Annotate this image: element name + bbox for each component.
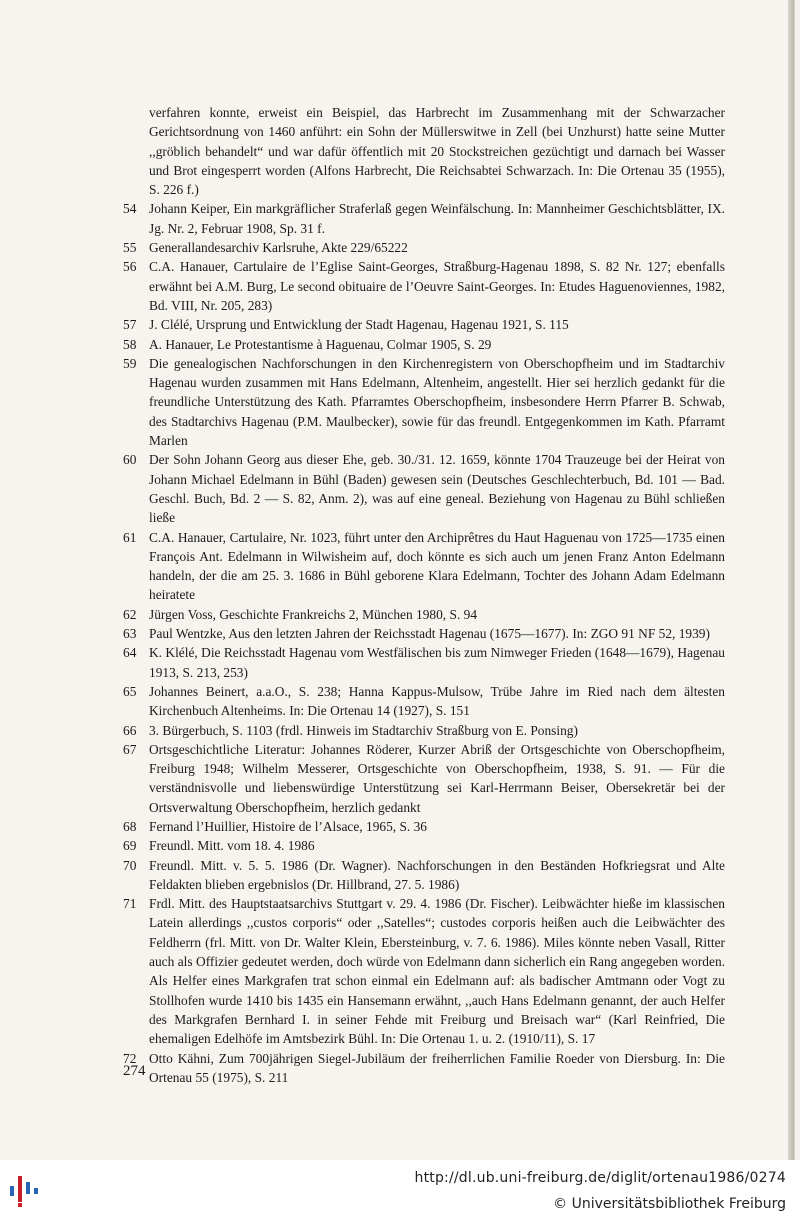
footnote-number: 61	[123, 529, 137, 545]
footnote-number: 68	[123, 818, 137, 834]
footnote-number: 58	[123, 336, 137, 352]
footnote-number: 62	[123, 606, 137, 622]
footnote-number: 72	[123, 1050, 137, 1066]
footnote-text: J. Clélé, Ursprung und Entwicklung der Stadt Hagenau, Hagenau 1921, S. 115	[149, 317, 569, 333]
footnote-number: 55	[123, 240, 137, 256]
page-edge	[788, 0, 794, 1160]
footnote-item	[123, 682, 725, 721]
footnote-item	[123, 643, 725, 682]
footnote-text: Johannes Beinert, a.a.O., S. 238; Hanna Kappus-Mulsow, Trübe Jahre im Ried nach dem ältesten Kirchenbuch Altenheims. In: Die Ortenau 14 (1927), S. 151	[149, 683, 725, 719]
footnote-text: Jürgen Voss, Geschichte Frankreichs 2, München 1980, S. 94	[149, 606, 478, 622]
footnote-item	[123, 605, 725, 624]
footer	[0, 1160, 800, 1220]
footnote-text: Freundl. Mitt. vom 18. 4. 1986	[149, 838, 315, 854]
footnote-item	[123, 1049, 725, 1088]
footnote-number: 66	[123, 722, 137, 738]
footnote-number: 65	[123, 683, 137, 699]
footnote-number: 64	[123, 645, 137, 661]
footnote-text: Freundl. Mitt. v. 5. 5. 1986 (Dr. Wagner). Nachforschungen in den Beständen Hofkriegsrat und Alte Feldakten blieben ergebnislos (Dr. Hillbrand, 27. 5. 1986)	[149, 857, 725, 892]
footnote-text: 3. Bürgerbuch, S. 1103 (frdl. Hinweis im Stadtarchiv Straßburg von E. Ponsing)	[149, 722, 578, 738]
footnote-text: Die genealogischen Nachforschungen in den Kirchenregistern von Oberschopfheim und im Stadtarchiv Hagenau wurden zusammen mit Hans Edelmann, Altenheim, angestellt. Hier sei herzlich gedankt für die freundliche Unterstützung des Kath. Pfarramtes Oberschopfheim, insbesondere Herrn Pfarrer B. Schwab, des Stadtarchivs Hagenau (P.M. Maulbecker), sowie für das freundl. Entgegenkommen im Kath. Pfarramt Marlen	[149, 355, 725, 449]
footnote-text: Der Sohn Johann Georg aus dieser Ehe, geb. 30./31. 12. 1659, könnte 1704 Trauzeuge bei der Heirat von Johann Michael Edelmann in Bühl (Baden) gewesen sein (Deutsches Geschlechterbuch, Bd. 101 — Bad. Geschl. Buch, Bd. 2 — S. 82, Anm. 2), was auf eine geneal. Beziehung von Hagenau zu Bühl schließen ließe	[149, 452, 725, 526]
footnote-item	[123, 721, 725, 740]
footnote-item	[123, 315, 725, 334]
footnote-item	[123, 528, 725, 605]
ub-freiburg-logo-icon	[8, 1172, 40, 1208]
footnote-number: 71	[123, 896, 137, 912]
footnote-item	[123, 335, 725, 354]
footnote-item	[123, 199, 725, 238]
footnote-text: C.A. Hanauer, Cartulaire de l’Eglise Saint-Georges, Straßburg-Hagenau 1898, S. 82 Nr. 127; ebenfalls erwähnt bei A.M. Burg, Le second obituaire de l’Oeuvre Saint-Georges. In: Etudes Haguenoviennes, 1982, Bd. VIII, Nr. 205, 283)	[149, 259, 725, 313]
source-url-link[interactable]: http://dl.ub.uni-freiburg.de/diglit/ortenau1986/0274	[414, 1170, 786, 1186]
footnote-item	[123, 257, 725, 315]
footnote-item	[123, 740, 725, 817]
footnote-item	[123, 624, 725, 643]
footnote-item	[123, 894, 725, 1048]
footnote-number: 57	[123, 317, 137, 333]
footnotes-block	[123, 103, 725, 1087]
footnote-number: 60	[123, 452, 137, 468]
footnote-text: Ortsgeschichtliche Literatur: Johannes Röderer, Kurzer Abriß der Ortsgeschichte von Oberschopfheim, Freiburg 1948; Wilhelm Messerer, Ortsgeschichte von Oberschopfheim, 1938, S. 91. — Für die verständnisvolle und liebenswürdige Unterstützung sei Karl-Herrmann Beiser, Obersekretär bei der Ortsverwaltung Oberschopfheim, herzlich gedankt	[149, 741, 725, 815]
footnote-number: 54	[123, 201, 137, 217]
footnote-number: 69	[123, 838, 137, 854]
footnote-item	[123, 817, 725, 836]
footnote-item	[123, 354, 725, 450]
continued-footnote-text: verfahren konnte, erweist ein Beispiel, das Harbrecht im Zusammenhang mit der Schwarzacher Gerichtsordnung von 1460 anführt: ein Sohn der Müllerswitwe in Zell (bei Unzhurst) hatte seine Mutter ,,gröblich behandelt“ und war dafür öffentlich mit 20 Stockstreichen gezüchtigt und darnach bei Wasser und Brot eingesperrt worden (Alfons Harbrecht, Die Reichsabtei Schwarzach. In: Die Ortenau 35 (1955), S. 226 f.)	[149, 105, 725, 198]
footnote-number: 63	[123, 626, 137, 642]
footnote-text: Paul Wentzke, Aus den letzten Jahren der Reichsstadt Hagenau (1675—1677). In: ZGO 91 NF 52, 1939)	[149, 626, 710, 642]
footnote-item	[123, 856, 725, 895]
footnote-text: C.A. Hanauer, Cartulaire, Nr. 1023, führt unter den Archiprêtres du Haut Haguenau von 1725—1735 einen François Ant. Edelmann in Wilwisheim auf, doch könnte es sich auch um jenen Franz Anton Edelmann handeln, der die am 25. 3. 1686 in Bühl geborene Klara Edelmann, Tochter des Johann Adam Edelmann heiratete	[149, 529, 725, 603]
footnote-text: Fernand l’Huillier, Histoire de l’Alsace, 1965, S. 36	[149, 818, 428, 834]
footnote-number: 56	[123, 259, 137, 275]
footnote-text: Frdl. Mitt. des Hauptstaatsarchivs Stuttgart v. 29. 4. 1986 (Dr. Fischer). Leibwächter hieße im klassischen Latein allerdings ,,custos corporis“ oder ,,Satelles“; custodes corporis heißen auch die Leibwächter des Feldherrn (frl. Mitt. von Dr. Walter Klein, Ebersteinburg, v. 7. 6. 1986). Miles könnte neben Vasall, Ritter auch als Offizier gedeutet werden, doch würde von Edelmann dann sicherlich ein Rang angegeben worden. Als Helfer eines Markgrafen trat schon einmal ein Edelmann auf: als badischer Amtmann oder Vogt zu Stollhofen wurde 1410 bis 1435 ein Hansemann erwähnt, ,,auch Hans Edelmann genannt, der auch Helfer des Markgrafen Bernhard I. in seiner Fehde mit Freiburg und Breisach war“ (Karl Reinfried, Die ehemaligen Edelhöfe im Amtsbezirk Bühl. In: Die Ortenau 1. u. 2. (1910/11), S. 17	[149, 896, 725, 1047]
page-number: 274	[123, 1063, 146, 1079]
footnote-text: K. Klélé, Die Reichsstadt Hagenau vom Westfälischen bis zum Nimweger Frieden (1648—1679), Hagenau 1913, S. 213, 253)	[149, 645, 725, 680]
footnote-item	[123, 450, 725, 527]
footnote-text: A. Hanauer, Le Protestantisme à Haguenau, Colmar 1905, S. 29	[149, 336, 492, 352]
footnote-item	[123, 836, 725, 855]
footnote-text: Johann Keiper, Ein markgräflicher Straferlaß gegen Weinfälschung. In: Mannheimer Geschichtsblätter, IX. Jg. Nr. 2, Februar 1908, Sp. 31 f.	[149, 201, 725, 236]
copyright-text: © Universitätsbibliothek Freiburg	[553, 1196, 786, 1212]
footnote-number: 59	[123, 355, 137, 371]
footnote-text: Generallandesarchiv Karlsruhe, Akte 229/65222	[149, 240, 408, 256]
footnote-list	[123, 199, 725, 1087]
footnote-number: 70	[123, 857, 137, 873]
footnote-text: Otto Kähni, Zum 700jährigen Siegel-Jubiläum der freiherrlichen Familie Roeder von Diersburg. In: Die Ortenau 55 (1975), S. 211	[149, 1050, 725, 1085]
footnote-number: 67	[123, 741, 137, 757]
footnote-item	[123, 238, 725, 257]
